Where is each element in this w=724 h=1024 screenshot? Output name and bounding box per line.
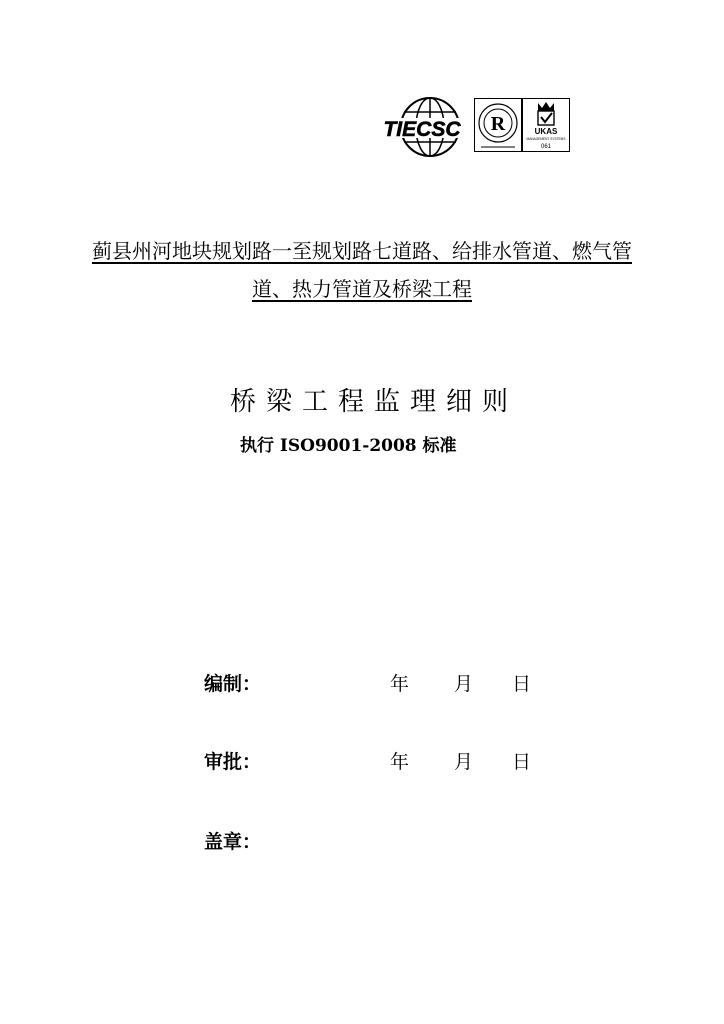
project-title-line-2: 道、热力管道及桥梁工程 — [252, 277, 472, 301]
iso-standard-note: 执行 ISO9001-2008 标准 — [240, 436, 457, 456]
approved-day-label: 日 — [512, 751, 532, 773]
compiled-day-label: 日 — [512, 673, 532, 695]
quality-cert-badge — [474, 98, 522, 152]
approved-month-label: 月 — [454, 751, 474, 773]
ukas-crown-icon — [523, 99, 569, 151]
ukas-label: UKAS — [534, 127, 558, 136]
document-title: 桥梁工程监理细则 — [230, 387, 519, 417]
approved-year-label: 年 — [390, 751, 410, 773]
ukas-cert-badge — [522, 98, 570, 152]
project-title-line-1: 蓟县州河地块规划路一至规划路七道路、给排水管道、燃气管 — [92, 239, 632, 263]
seal-label: 盖章： — [204, 831, 262, 853]
approved-by-label: 审批： — [204, 751, 262, 773]
ukas-number: 061 — [540, 144, 552, 150]
compiled-month-label: 月 — [454, 673, 474, 695]
ukas-sub-label: MANAGEMENT SYSTEMS — [526, 137, 566, 141]
quality-cert-icon — [475, 99, 521, 151]
compiled-by-label: 编制： — [204, 673, 262, 695]
header-logos — [368, 96, 570, 158]
tiecsc-logo — [368, 96, 476, 158]
quality-cert-letter: R — [490, 113, 506, 135]
project-title — [40, 232, 684, 308]
compiled-year-label: 年 — [390, 673, 410, 695]
tiecsc-logo-text: TIECSC — [383, 118, 461, 141]
